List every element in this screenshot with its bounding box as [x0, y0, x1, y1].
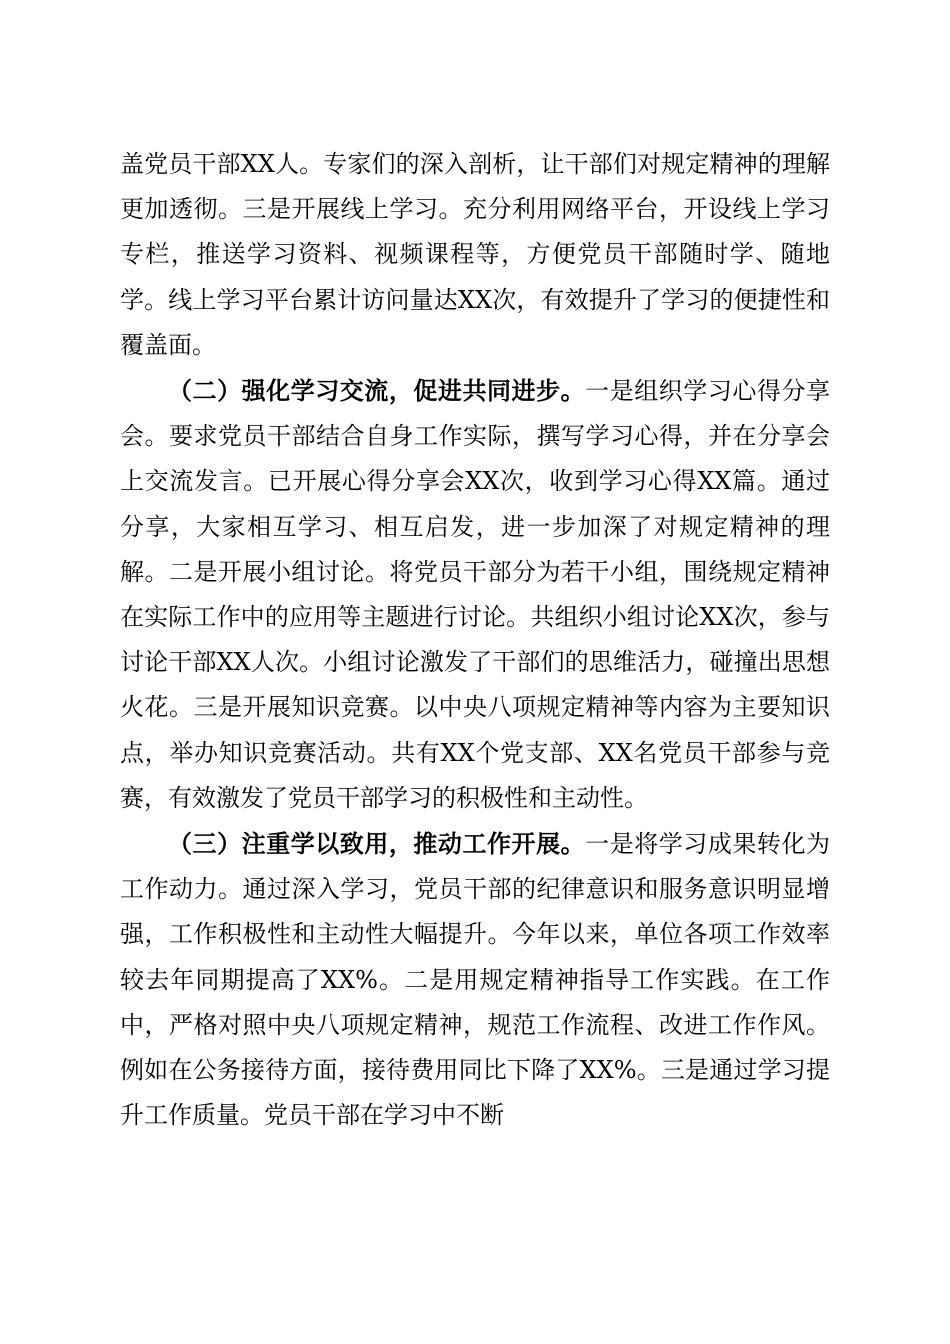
section-heading: （二）强化学习交流，促进共同进步。 — [168, 376, 586, 406]
section-heading: （三）注重学以致用，推动工作开展。 — [168, 829, 586, 859]
paragraph-section-3 — [120, 821, 830, 1138]
paragraph-section-2 — [120, 368, 830, 821]
paragraph-body: 一是组织学习心得分享会。要求党员干部结合自身工作实际，撰写学习心得，并在分享会上交流发言。已开展心得分享会XX次，收到学习心得XX篇。通过分享，大家相互学习、相互启发，进一步加深了对规定精神的理解。二是开展小组讨论。将党员干部分为若干小组，围绕规定精神在实际工作中的应用等主题进行讨论。共组织小组讨论XX次，参与讨论干部XX人次。小组讨论激发了干部们的思维活力，碰撞出思想火花。三是开展知识竞赛。以中央八项规定精神等内容为主要知识点，举办知识竞赛活动。共有XX个党支部、XX名党员干部参与竞赛，有效激发了党员干部学习的积极性和主动性。 — [120, 377, 831, 812]
paragraph-body: 盖党员干部XX人。专家们的深入剖析，让干部们对规定精神的理解更加透彻。三是开展线上学习。充分利用网络平台，开设线上学习专栏，推送学习资料、视频课程等，方便党员干部随时学、随地学。线上学习平台累计访问量达XX次，有效提升了学习的便捷性和覆盖面。 — [120, 150, 830, 359]
paragraph-body: 一是将学习成果转化为工作动力。通过深入学习，党员干部的纪律意识和服务意识明显增强，工作积极性和主动性大幅提升。今年以来，单位各项工作效率较去年同期提高了XX%。二是用规定精神指导工作实践。在工作中，严格对照中央八项规定精神，规范工作流程、改进工作作风。例如在公务接待方面，接待费用同比下降了XX%。三是通过学习提升工作质量。党员干部在学习中不断 — [120, 830, 831, 1130]
document-page — [120, 142, 830, 1138]
paragraph-continuation — [120, 142, 830, 368]
